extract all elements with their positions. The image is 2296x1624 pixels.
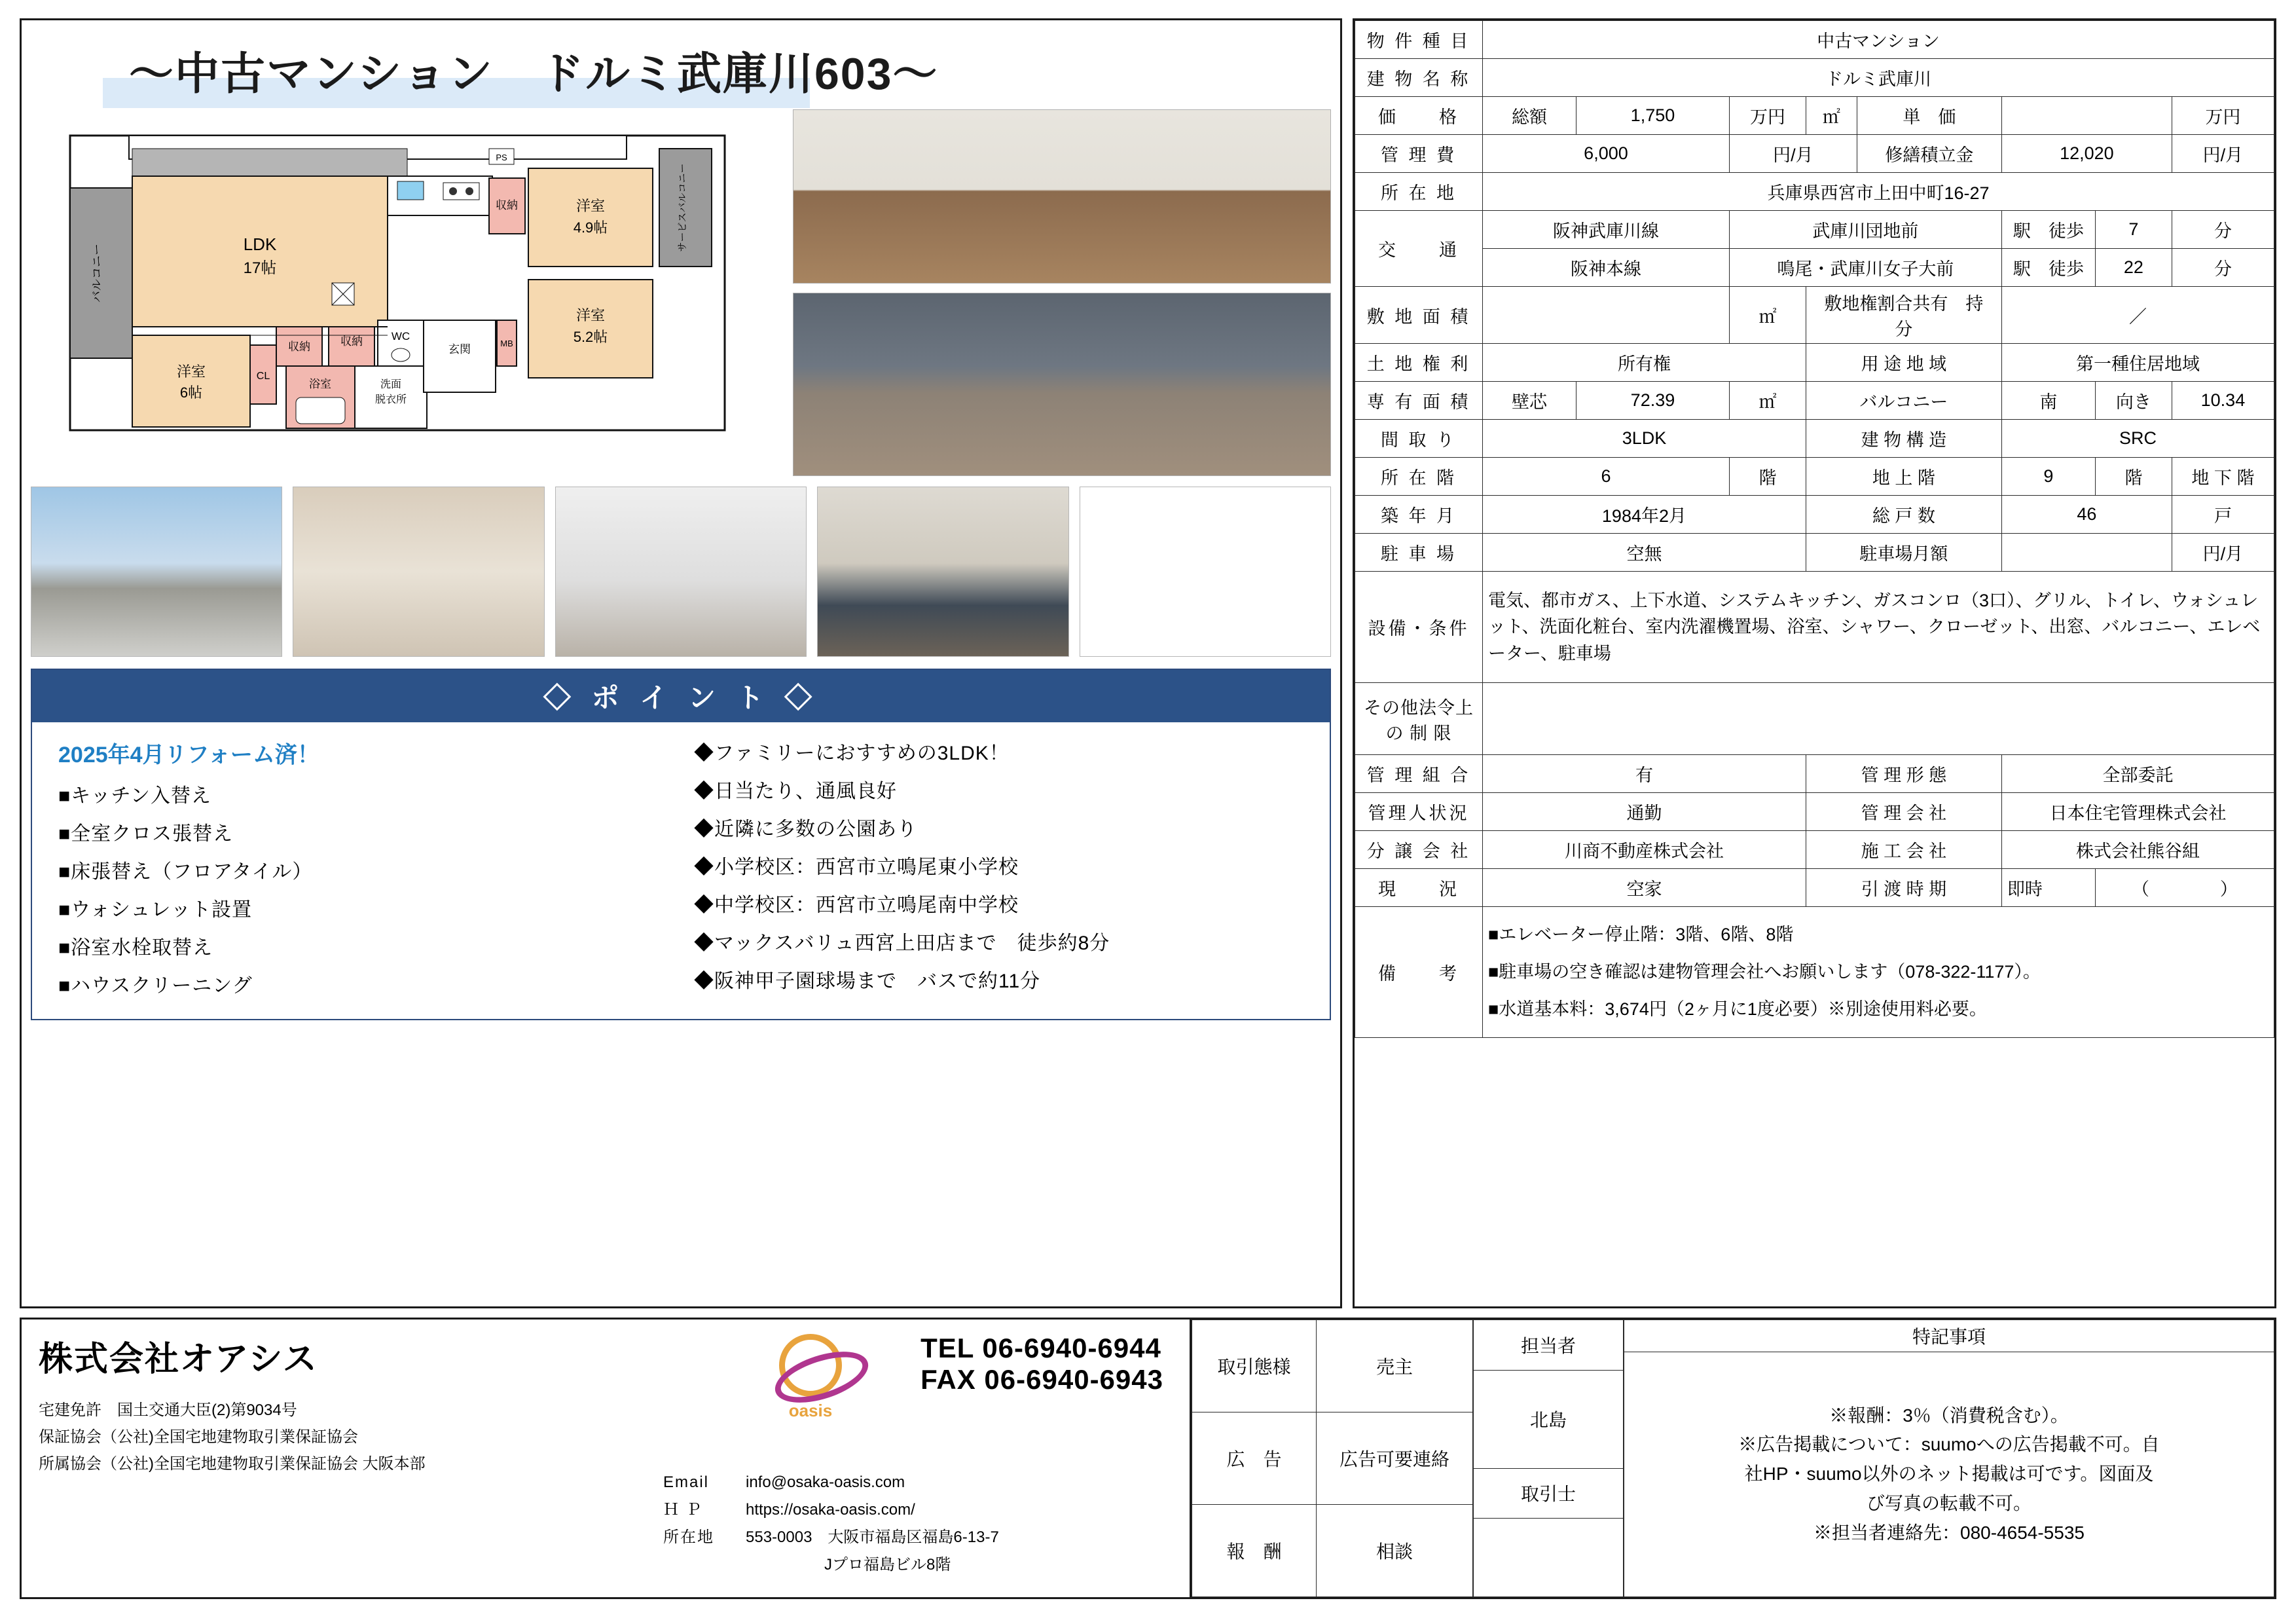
thumbnail-row	[31, 487, 1331, 657]
entrance-photo	[1080, 487, 1331, 657]
svg-text:6帖: 6帖	[179, 384, 203, 401]
svg-text:洋室: 洋室	[176, 363, 206, 380]
spec-land-area-unit: ㎡	[1729, 287, 1806, 344]
contact-value: 553-0003 大阪市福島区福島6-13-7	[746, 1528, 999, 1546]
table-row	[1474, 1468, 1624, 1519]
table-row	[1355, 496, 2274, 534]
staff-table	[1473, 1320, 1624, 1597]
spec-madori-value: 3LDK	[1482, 420, 1806, 458]
spec-balcony-direction: 南	[2001, 382, 2095, 420]
spec-floor-unit: 階	[1729, 458, 1806, 496]
living-room-photo	[793, 293, 1331, 476]
spec-kanrigaisha-label: 管 理 会 社	[1806, 793, 2001, 831]
spec-units-label: 総 戸 数	[1806, 496, 2001, 534]
traffic-line-1: 阪神武庫川線	[1482, 211, 1729, 249]
traffic-minutes-1: 7	[2095, 211, 2172, 249]
list-item: ◆中学校区：西宮市立鳴尾南中学校	[694, 895, 1019, 916]
deal-label-1: 広 告	[1192, 1412, 1317, 1505]
table-row	[1355, 907, 2274, 1038]
contact-numbers	[920, 1333, 1163, 1395]
spec-land-share-label: 敷地権割合共有 持 分	[1806, 287, 2001, 344]
spec-keitai-value: 全部委託	[2001, 755, 2274, 793]
contact-label: Ｈ Ｐ	[663, 1501, 703, 1519]
remark-line: ■駐車場の空き確認は建物管理会社へお願いします（078-322-1177）。	[1487, 962, 2041, 982]
spec-parking-value: 空無	[1482, 534, 1806, 572]
svg-text:LDK: LDK	[243, 234, 277, 254]
traffic-station-1: 武庫川団地前	[1729, 211, 2001, 249]
point-section	[31, 669, 1331, 1020]
traffic-walk-label-1: 駅 徒歩	[2001, 211, 2095, 249]
western-room-photo	[817, 487, 1068, 657]
list-item: ■キッチン入替え	[58, 785, 212, 807]
spec-kouzou-label: 建 物 構 造	[1806, 420, 2001, 458]
spec-kanri-label: 管 理 費	[1355, 135, 1483, 173]
svg-text:サービスバルコニー: サービスバルコニー	[677, 163, 688, 252]
spec-youto-value: 第一種住居地域	[2001, 344, 2274, 382]
svg-text:洋室: 洋室	[575, 307, 606, 323]
point-lead: 2025年4月リフォーム済！	[58, 743, 319, 767]
svg-text:バルコニー: バルコニー	[90, 244, 103, 303]
table-row	[1192, 1505, 1473, 1597]
table-row	[1355, 135, 2274, 173]
list-item: ◆小学校区：西宮市立鳴尾東小学校	[694, 857, 1019, 878]
point-body	[32, 722, 1330, 1019]
list-item: ◆マックスバリュ西宮上田店まで 徒歩約8分	[694, 932, 1110, 954]
spec-traffic-label: 交 通	[1355, 211, 1483, 287]
svg-text:収納: 収納	[340, 335, 363, 348]
traffic-unit-2: 分	[2172, 249, 2274, 287]
svg-text:MB: MB	[500, 339, 513, 348]
table-row	[1355, 534, 2274, 572]
spec-other-law-value	[1482, 683, 2274, 755]
title-wrap	[31, 27, 1331, 105]
agent-label: 取引士	[1474, 1468, 1624, 1519]
svg-text:WC: WC	[391, 330, 410, 342]
tokki-line: ※担当者連絡先：080-4654-5535	[1813, 1522, 2085, 1543]
spec-unitprice-value	[2001, 97, 2172, 135]
spec-land-area-label: 敷 地 面 積	[1355, 287, 1483, 344]
spec-senyu-label: 専 有 面 積	[1355, 382, 1483, 420]
list-item: ◆近隣に多数の公園あり	[694, 819, 917, 840]
spec-kanri-value: 6,000	[1482, 135, 1729, 173]
svg-text:収納: 収納	[496, 199, 518, 212]
contact-row	[663, 1524, 999, 1551]
spec-kanrigaisha-value: 日本住宅管理株式会社	[2001, 793, 2274, 831]
staff-label: 担当者	[1474, 1320, 1624, 1371]
table-row	[1355, 793, 2274, 831]
list-item: ■浴室水栓取替え	[58, 937, 213, 959]
svg-text:洗面: 洗面	[380, 379, 402, 390]
deal-label-0: 取引態様	[1192, 1320, 1317, 1412]
spec-madori-label: 間 取 り	[1355, 420, 1483, 458]
traffic-line-2: 阪神本線	[1482, 249, 1729, 287]
svg-text:脱衣所: 脱衣所	[374, 394, 407, 405]
list-item: ◆阪神甲子園球場まで バスで約11分	[694, 970, 1041, 992]
spec-kanri-unit: 円/月	[1729, 135, 1857, 173]
spec-youto-label: 用 途 地 域	[1806, 344, 2001, 382]
list-item: ■全室クロス張替え	[58, 823, 234, 845]
floorplan-photo-row	[31, 109, 1331, 476]
spec-units-unit: 戸	[2172, 496, 2274, 534]
spec-land-share-value: ／	[2001, 287, 2274, 344]
spec-kumiai-label: 管 理 組 合	[1355, 755, 1483, 793]
traffic-unit-1: 分	[2172, 211, 2274, 249]
spec-hikiwatashi-label: 引 渡 時 期	[1806, 869, 2001, 907]
fax-number: FAX 06-6940-6943	[920, 1364, 1163, 1395]
list-item: ■床張替え（フロアタイル）	[58, 861, 313, 883]
deal-value-2: 相談	[1317, 1505, 1473, 1597]
spec-building-value: ドルミ武庫川	[1482, 59, 2274, 97]
spec-land-right-value: 所有権	[1482, 344, 1806, 382]
spec-senyu-kind: 壁芯	[1482, 382, 1576, 420]
spec-unitprice-label: 単 価	[1857, 97, 2001, 135]
table-row	[1355, 344, 2274, 382]
list-item: ◆ファミリーにおすすめの3LDK！	[694, 743, 1010, 764]
spec-price-total-value: 1,750	[1576, 97, 1729, 135]
spec-built-value: 1984年2月	[1482, 496, 1806, 534]
table-row	[1355, 869, 2274, 907]
tokki-label: 特記事項	[1624, 1320, 2274, 1352]
spec-address-value: 兵庫県西宮市上田中町16-27	[1482, 173, 2274, 211]
svg-text:玄関: 玄関	[448, 343, 471, 356]
spec-balcony-label: バルコニー	[1806, 382, 2001, 420]
deal-value-1: 広告可要連絡	[1317, 1412, 1473, 1505]
spec-price-label: 価 格	[1355, 97, 1483, 135]
table-row	[1474, 1320, 1624, 1371]
spec-type-value: 中古マンション	[1482, 21, 2274, 59]
contact-row	[663, 1551, 999, 1579]
table-row	[1355, 831, 2274, 869]
spec-floor-value: 6	[1482, 458, 1729, 496]
tokki-line: び写真の転載不可。	[1866, 1492, 2032, 1513]
spec-building-label: 建 物 名 称	[1355, 59, 1483, 97]
svg-text:17帖: 17帖	[243, 259, 277, 277]
table-row	[1624, 1320, 2274, 1352]
table-row	[1192, 1320, 1473, 1412]
logo-text: oasis	[788, 1401, 833, 1420]
spec-kanrinin-value: 通勤	[1482, 793, 1806, 831]
bathroom-photo	[293, 487, 544, 657]
svg-text:PS: PS	[496, 153, 507, 162]
spec-genkyo-value: 空家	[1482, 869, 1806, 907]
floorplan	[31, 109, 784, 476]
contact-value[interactable]: https://osaka-oasis.com/	[746, 1501, 915, 1519]
spec-hikiwatashi-paren: （ ）	[2095, 869, 2274, 907]
contact-row	[663, 1469, 999, 1496]
balcony-view-photo	[31, 487, 282, 657]
svg-text:5.2帖: 5.2帖	[573, 329, 608, 345]
table-row	[1355, 97, 2274, 135]
spec-senyu-unit: ㎡	[1729, 382, 1806, 420]
spec-type-label: 物 件 種 目	[1355, 21, 1483, 59]
company-block	[20, 1318, 1192, 1599]
spec-parking-label: 駐 車 場	[1355, 534, 1483, 572]
spec-sekou-value: 株式会社熊谷組	[2001, 831, 2274, 869]
footer	[20, 1318, 2276, 1599]
spec-ground-unit: 階	[2095, 458, 2172, 496]
traffic-station-2: 鳴尾・武庫川女子大前	[1729, 249, 2001, 287]
spec-kumiai-value: 有	[1482, 755, 1806, 793]
contact-details	[663, 1469, 999, 1579]
spec-keitai-label: 管 理 形 態	[1806, 755, 2001, 793]
tokki-line: ※広告掲載について：suumoへの広告掲載不可。自	[1738, 1434, 2160, 1455]
list-item: ■ハウスクリーニング	[58, 975, 253, 997]
spec-sekou-label: 施 工 会 社	[1806, 831, 2001, 869]
floorplan-svg	[31, 109, 784, 476]
spec-senyu-value: 72.39	[1576, 382, 1729, 420]
table-row	[1355, 287, 2274, 344]
point-right-column	[694, 737, 1310, 1007]
svg-text:4.9帖: 4.9帖	[573, 219, 608, 236]
spec-shuzen-label: 修繕積立金	[1857, 135, 2001, 173]
spec-price-total-label: 総額	[1482, 97, 1576, 135]
spec-equip-value: 電気、都市ガス、上下水道、システムキッチン、ガスコンロ（3口）、グリル、トイレ、ウォシュレット、洗面化粧台、室内洗濯機置場、浴室、シャワー、クローゼット、出窓、バルコニー、エレベーター、駐車場	[1482, 572, 2274, 683]
deal-value-0: 売主	[1317, 1320, 1473, 1412]
contact-row	[663, 1496, 999, 1524]
washstand-photo	[555, 487, 807, 657]
remark-line: ■エレベーター停止階：3階、6階、8階	[1487, 925, 1794, 945]
spec-panel	[1353, 18, 2276, 1308]
spec-unitprice-unit: 万円	[2172, 97, 2274, 135]
license-block	[39, 1397, 1173, 1477]
table-row	[1355, 249, 2274, 287]
table-row	[1355, 59, 2274, 97]
point-heading: ◇ ポ イ ン ト ◇	[32, 670, 1330, 722]
table-row	[1355, 173, 2274, 211]
company-name: 株式会社オアシス	[39, 1340, 318, 1378]
spec-price-unit: 万円	[1729, 97, 1806, 135]
spec-equip-label: 設備・条件	[1355, 572, 1483, 683]
spec-genkyo-label: 現 況	[1355, 869, 1483, 907]
spec-land-right-label: 土 地 権 利	[1355, 344, 1483, 382]
table-row	[1355, 382, 2274, 420]
spec-parking-fee-value	[2001, 534, 2172, 572]
spec-floor-label: 所 在 階	[1355, 458, 1483, 496]
table-row	[1355, 420, 2274, 458]
svg-text:収納: 収納	[288, 341, 310, 353]
main-photos	[793, 109, 1331, 476]
spec-hikiwatashi-value: 即時	[2001, 869, 2095, 907]
logo-ring-icon	[779, 1334, 842, 1397]
page-title: 〜中古マンション ドルミ武庫川603〜	[129, 49, 939, 99]
deal-table	[1192, 1320, 1473, 1597]
spec-kanrinin-label: 管理人状況	[1355, 793, 1483, 831]
spec-biko-value	[1482, 907, 2274, 1038]
deal-block	[1192, 1318, 2276, 1599]
spec-shuzen-value: 12,020	[2001, 135, 2172, 173]
table-row	[1474, 1370, 1624, 1468]
license-line: 所属協会（公社)全国宅地建物取引業保証協会 大阪本部	[39, 1454, 426, 1473]
table-row	[1355, 21, 2274, 59]
spec-price-m2-label: ㎡	[1806, 97, 1857, 135]
svg-text:洋室: 洋室	[575, 198, 606, 214]
svg-text:浴室: 浴室	[309, 378, 331, 390]
list-item: ■ウォシュレット設置	[58, 899, 253, 921]
tel-number: TEL 06-6940-6944	[920, 1333, 1161, 1363]
license-line: 宅建免許 国土交通大臣(2)第9034号	[39, 1401, 297, 1419]
list-item: ◆日当たり、通風良好	[694, 781, 897, 802]
kitchen-photo	[793, 109, 1331, 284]
spec-ground-value: 9	[2001, 458, 2095, 496]
contact-label	[663, 1551, 735, 1579]
oasis-logo	[755, 1334, 866, 1421]
deal-label-2: 報 酬	[1192, 1505, 1317, 1597]
traffic-minutes-2: 22	[2095, 249, 2172, 287]
table-row	[1355, 572, 2274, 683]
tokki-body	[1624, 1352, 2274, 1597]
table-row	[1355, 458, 2274, 496]
contact-value: Jプロ福島ビル8階	[824, 1556, 951, 1574]
point-left-column	[58, 737, 674, 1007]
spec-table	[1355, 20, 2274, 1038]
spec-bunjo-value: 川商不動産株式会社	[1482, 831, 1806, 869]
spec-parking-fee-label: 駐車場月額	[1806, 534, 2001, 572]
spec-shuzen-unit: 円/月	[2172, 135, 2274, 173]
spec-under-label: 地 下 階	[2172, 458, 2274, 496]
license-line: 保証協会（公社)全国宅地建物取引業保証協会	[39, 1428, 358, 1446]
svg-text:CL: CL	[256, 371, 270, 382]
spec-units-value: 46	[2001, 496, 2172, 534]
contact-value[interactable]: info@osaka-oasis.com	[746, 1473, 905, 1491]
spec-ground-label: 地 上 階	[1806, 458, 2001, 496]
agent-value	[1474, 1519, 1624, 1597]
staff-value: 北島	[1474, 1370, 1624, 1468]
spec-bunjo-label: 分 譲 会 社	[1355, 831, 1483, 869]
spec-balcony-value: 10.34	[2172, 382, 2274, 420]
top-section	[20, 18, 2276, 1308]
tokki-line: 社HP・suumo以外のネット掲載は可です。図面及	[1744, 1464, 2154, 1485]
left-panel	[20, 18, 1342, 1308]
table-row	[1624, 1352, 2274, 1597]
spec-balcony-direction-suffix: 向き	[2095, 382, 2172, 420]
spec-parking-fee-unit: 円/月	[2172, 534, 2274, 572]
traffic-walk-label-2: 駅 徒歩	[2001, 249, 2095, 287]
tokki-line: ※報酬：3％（消費税含む）。	[1829, 1405, 2069, 1426]
table-row	[1192, 1412, 1473, 1505]
spec-address-label: 所 在 地	[1355, 173, 1483, 211]
table-row	[1355, 683, 2274, 755]
table-row	[1355, 211, 2274, 249]
remark-line: ■水道基本料：3,674円（2ヶ月に1度必要）※別途使用料必要。	[1487, 999, 1987, 1019]
spec-other-law-label: その他法令上 の 制 限	[1355, 683, 1483, 755]
spec-land-area-value	[1482, 287, 1729, 344]
table-row	[1474, 1519, 1624, 1597]
table-row	[1355, 755, 2274, 793]
spec-biko-label: 備 考	[1355, 907, 1483, 1038]
spec-kouzou-value: SRC	[2001, 420, 2274, 458]
tokki-table	[1624, 1320, 2274, 1597]
contact-label: 所在地	[663, 1528, 714, 1546]
spec-built-label: 築 年 月	[1355, 496, 1483, 534]
contact-label: Email	[663, 1473, 710, 1491]
